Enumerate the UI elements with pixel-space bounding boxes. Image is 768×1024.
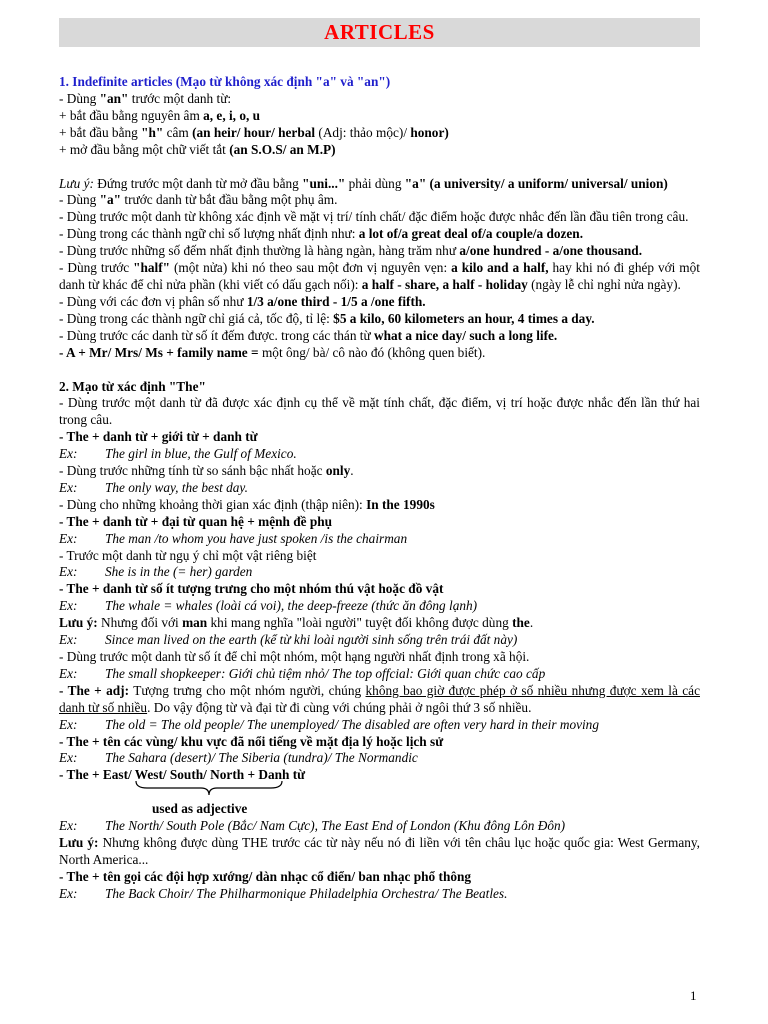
example-10: Ex: The North/ South Pole (Bắc/ Nam Cực), The East End of London (Khu đông Lôn Đôn) — [59, 818, 566, 834]
example-7: Ex: The small shopkeeper: Giới chủ tiệm nhỏ/ The top offcial: Giới quan chức cao cấp — [59, 665, 546, 681]
uni-note: Lưu ý: Đứng trước một danh từ mở đầu bằng "uni..." phải dùng "a" (a university/ a uniform/ universal/ union) — [59, 175, 668, 191]
an-rule: - Dùng "an" trước một danh từ: — [59, 90, 232, 106]
document-body — [59, 74, 700, 903]
period-rule: - Dùng cho những khoảng thời gian xác định (thập niên): In the 1990s — [59, 496, 435, 512]
formula-4: - The + tên các vùng/ khu vực đã nổi tiếng về mặt địa lý hoặc lịch sử — [59, 733, 444, 749]
brace-label: used as adjective — [152, 801, 248, 817]
private-noun-rule: - Trước một danh từ ngụ ý chỉ một vật riêng biệt — [59, 547, 317, 563]
adjective-rule: - The + adj: Tượng trưng cho một nhóm người, chúng không bao giờ được phép ở số nhiều nhưng được xem là các danh từ số nhiều. Do vậy động từ và đại từ đi cùng với chúng phải ở ngôi thứ 3 số nhiều. — [59, 682, 700, 715]
man-note: Lưu ý: Nhưng đối với man khi mang nghĩa "loài người" tuyệt đối không được dùng the. — [59, 615, 534, 631]
example-11: Ex: The Back Choir/ The Philharmonique Philadelphia Orchestra/ The Beatles. — [59, 885, 508, 901]
indefinite-noun-rule: - Dùng trước một danh từ không xác định về mặt vị trí/ tính chất/ đặc điểm hoặc được nhắc đến lần đầu tiên trong câu. — [59, 209, 689, 225]
formula-3: - The + danh từ số ít tượng trưng cho một nhóm thú vật hoặc đồ vật — [59, 581, 444, 597]
silent-h-rule: + bắt đầu bằng "h" câm (an heir/ hour/ herbal (Adj: thảo mộc)/ honor) — [59, 124, 449, 140]
formula-1: - The + danh từ + giới từ + danh từ — [59, 429, 258, 445]
vowel-rule: + bắt đầu bằng nguyên âm a, e, i, o, u — [59, 107, 261, 123]
title-bar — [59, 18, 700, 47]
numbers-rule: - Dùng trước những số đếm nhất định thường là hàng ngàn, hàng trăm như a/one hundred - a/one thousand. — [59, 243, 643, 259]
brace-annotation — [59, 784, 700, 818]
page-title: ARTICLES — [324, 20, 435, 44]
consonant-rule: - Dùng "a" trước danh từ bắt đầu bằng một phụ âm. — [59, 192, 338, 208]
superlative-rule: - Dùng trước những tính từ so sánh bậc nhất hoặc only. — [59, 463, 354, 479]
formula-2: - The + danh từ + đại từ quan hệ + mệnh đề phụ — [59, 513, 333, 529]
example-9: Ex: The Sahara (desert)/ The Siberia (tundra)/ The Normandic — [59, 750, 418, 766]
example-6: Ex: Since man lived on the earth (kể từ khi loài người sinh sống trên trái đất này) — [59, 632, 518, 648]
formula-5: - The + East/ West/ South/ North + Danh từ — [59, 767, 306, 783]
example-8: Ex: The old = The old people/ The unemployed/ The disabled are often very hard in their moving — [59, 716, 599, 732]
group-rule: - Dùng trước một danh từ số ít để chỉ một nhóm, một hạng người nhất định trong xã hội. — [59, 649, 530, 664]
continent-note: Lưu ý: Nhưng không được dùng THE trước các từ này nếu nó đi liền với tên châu lục hoặc quốc gia: West Germany, North America... — [59, 835, 700, 868]
quantity-rule: - Dùng trong các thành ngữ chỉ số lượng nhất định như: a lot of/a great deal of/a couple/a dozen. — [59, 226, 584, 242]
mr-rule: - A + Mr/ Mrs/ Ms + family name = một ông/ bà/ cô nào đó (không quen biết). — [59, 344, 486, 360]
example-2: Ex: The only way, the best day. — [59, 479, 248, 495]
curly-brace-icon — [135, 780, 283, 796]
price-rule: - Dùng trong các thành ngữ chỉ giá cả, tốc độ, tỉ lệ: $5 a kilo, 60 kilometers an hour, 4 times a day. — [59, 310, 595, 326]
definite-rule: - Dùng trước một danh từ đã được xác định cụ thể về mặt tính chất, đặc điểm, vị trí hoặc được nhắc đến lần thứ hai trong câu. — [59, 395, 700, 428]
abbreviation-rule: + mở đầu bằng một chữ viết tắt (an S.O.S/ an M.P) — [59, 141, 336, 157]
example-1: Ex: The girl in blue, the Gulf of Mexico. — [59, 446, 297, 462]
half-rule: - Dùng trước "half" (một nửa) khi nó theo sau một đơn vị nguyên vẹn: a kilo and a half, hay khi nó đi ghép với một danh từ khác để chỉ nửa phần (khi viết có dấu gạch nối): a half - share, a half - holiday (ngày lễ chỉ nghỉ nửa ngày). — [59, 260, 700, 292]
formula-6: - The + tên gọi các đội hợp xướng/ dàn nhạc cổ điển/ ban nhạc phổ thông — [59, 868, 472, 884]
example-3: Ex: The man /to whom you have just spoken /is the chairman — [59, 530, 408, 546]
example-5: Ex: The whale = whales (loài cá voi), the deep-freeze (thức ăn đông lạnh) — [59, 598, 478, 614]
page-number: 1 — [690, 988, 697, 1003]
section1-heading: 1. Indefinite articles (Mạo từ không xác định "a" và "an") — [59, 74, 391, 89]
section2-heading: 2. Mạo từ xác định "The" — [59, 378, 206, 394]
fraction-rule: - Dùng với các đơn vị phân số như 1/3 a/one third - 1/5 a /one fifth. — [59, 293, 426, 309]
document-page — [59, 18, 700, 903]
example-4: Ex: She is in the (= her) garden — [59, 564, 253, 580]
exclamation-rule: - Dùng trước các danh từ số ít đếm được. trong các thán từ what a nice day/ such a long life. — [59, 327, 558, 343]
